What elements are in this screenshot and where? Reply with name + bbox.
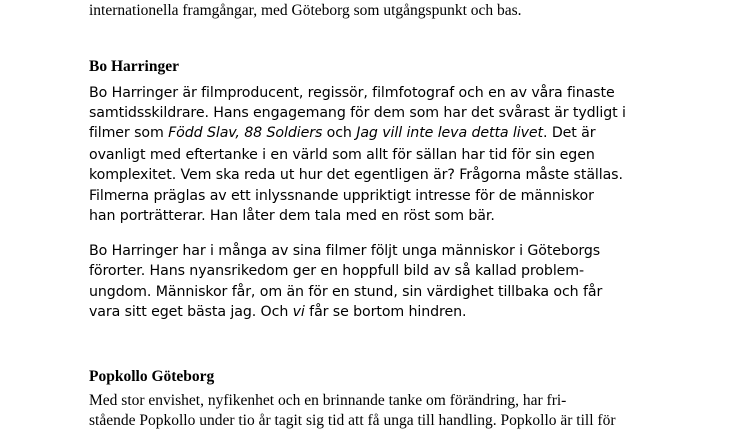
film-titles-italic: Född Slav, 88 Soldiers xyxy=(168,125,323,141)
paragraph-line: han porträtterar. Han låter dem tala med en röst som bär. xyxy=(89,208,495,224)
paragraph-line xyxy=(89,302,466,322)
paragraph-line: ovanligt med eftertanke i en värld som allt för sällan har tid för sin egen xyxy=(89,147,595,163)
paragraph-line: Med stor envishet, nyfikenhet och en brinnande tanke om förändring, har fri- xyxy=(89,392,567,409)
section-heading-popkollo: Popkollo Göteborg xyxy=(89,368,215,385)
paragraph-line: komplexitet. Vem ska reda ut hur det egentligen är? Frågorna måste ställas. xyxy=(89,167,623,183)
paragraph-line: ungdom. Människor får, om än för en stund, sin värdighet tillbaka och får xyxy=(89,284,603,300)
emphasis-italic: vi xyxy=(292,304,305,320)
text-run: vara sitt eget bästa jag. Och xyxy=(89,304,293,320)
paragraph-line: samtidsskildrare. Hans engagemang för dem som har det svårast är tydligt i xyxy=(89,105,626,121)
section-heading-bo-harringer: Bo Harringer xyxy=(89,58,179,75)
paragraph-line xyxy=(89,123,595,143)
text-run: . Det är xyxy=(543,125,596,141)
text-run: får se bortom hindren. xyxy=(304,304,467,320)
text-run: filmer som xyxy=(89,125,169,141)
paragraph-line: Bo Harringer är filmproducent, regissör, filmfotograf och en av våra finaste xyxy=(89,85,615,101)
paragraph-line: förorter. Hans nyansrikedom ger en hoppfull bild av så kallad problem- xyxy=(89,263,585,279)
paragraph-line: stående Popkollo under tio år tagit sig tid att få unga till handling. Popkollo är till för xyxy=(89,412,616,429)
paragraph-line: Bo Harringer har i många av sina filmer följt unga människor i Göteborgs xyxy=(89,243,601,259)
paragraph-line: Filmerna präglas av ett inlyssnande uppriktigt intresse för de människor xyxy=(89,188,594,204)
intro-text-line: internationella framgångar, med Göteborg som utgångspunkt och bas. xyxy=(89,2,522,19)
text-run: och xyxy=(322,125,357,141)
film-title-italic: Jag vill inte leva detta livet xyxy=(356,125,543,141)
